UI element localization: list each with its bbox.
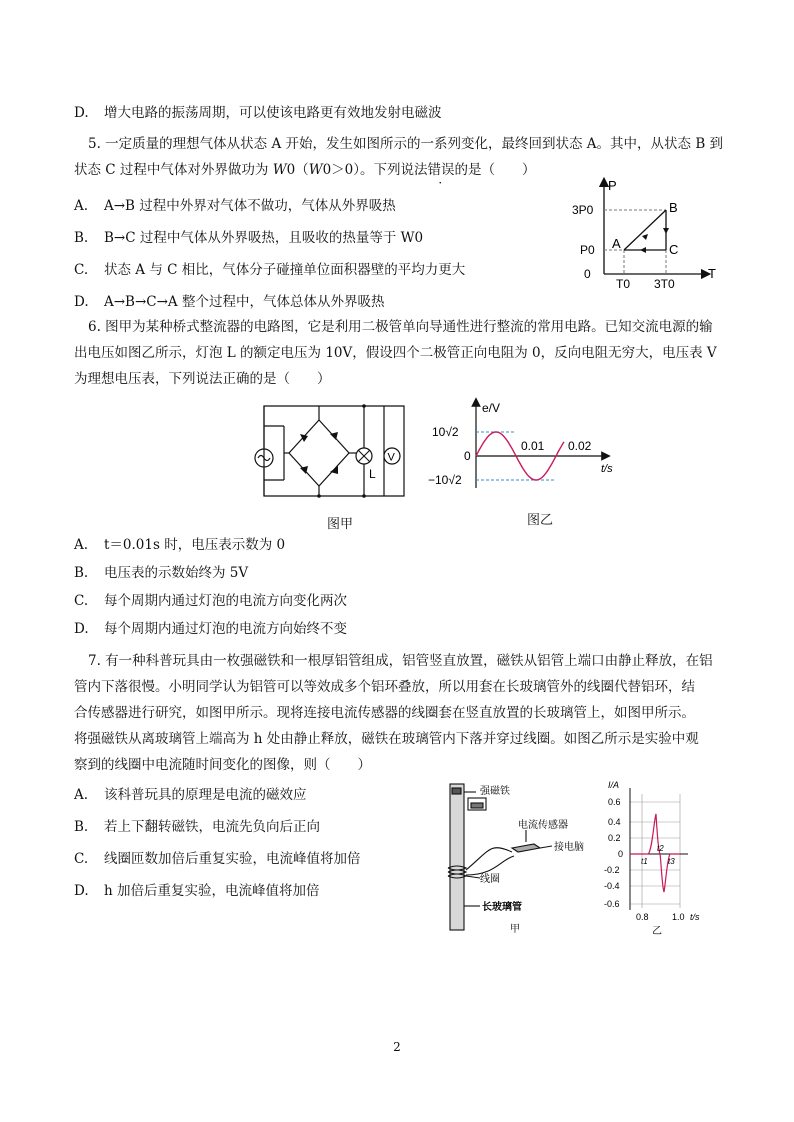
q6-stem-line2: 出电压如图乙所示，灯泡 L 的额定电压为 10V，假设四个二极管正向电阻为 0，反向电阻无穷大，电压表 V (74, 345, 717, 361)
svg-text:0.01: 0.01 (521, 439, 545, 453)
q6-option-b: B. 电压表的示数始终为 5V (74, 565, 249, 581)
arrow-icon (642, 234, 648, 240)
fig-a-caption: 图甲 (327, 517, 354, 532)
circuit-frame (264, 406, 404, 496)
q7-option-b: B. 若上下翻转磁铁，电流先负向后正向 (74, 819, 320, 835)
q5-option-d: D. A→B→C→A 整个过程中，气体总体从外界吸热 (74, 294, 385, 310)
svg-text:0.2: 0.2 (608, 833, 621, 843)
q5-option-b: B. B→C 过程中气体从外界吸热，且吸收的热量等于 W0 (74, 230, 424, 246)
ac-voltage-graph (426, 396, 622, 496)
svg-text:3T0: 3T0 (654, 277, 675, 291)
svg-text:e/V: e/V (482, 401, 501, 415)
svg-text:C: C (669, 242, 679, 257)
svg-text:t/s: t/s (601, 463, 613, 475)
svg-text:10√2: 10√2 (432, 425, 459, 439)
svg-text:接电脑: 接电脑 (554, 842, 584, 853)
svg-text:电流传感器: 电流传感器 (518, 820, 568, 831)
svg-text:t2: t2 (657, 844, 664, 853)
q7-stem-line5: 察到的线圈中电流随时间变化的图像，则（ ） (74, 757, 371, 773)
svg-text:1.0: 1.0 (672, 912, 685, 922)
svg-text:-0.4: -0.4 (604, 881, 620, 891)
q7-stem-line4: 将强磁铁从离玻璃管上端高为 h 处由静止释放，磁铁在玻璃管内下落并穿过线圈。如图乙所示是实验中观 (74, 731, 699, 747)
q5-option-c: C. 状态 A 与 C 相比，气体分子碰撞单位面积器壁的平均力更大 (74, 262, 466, 278)
arrow-icon (640, 247, 646, 253)
q7-stem-line2: 管内下落很慢。小明同学认为铝管可以等效成多个铝环叠放，所以用套在长玻璃管外的线圈代替铝环，结 (74, 679, 695, 695)
svg-text:-0.2: -0.2 (604, 865, 620, 875)
q7-option-c: C. 线圈匝数加倍后重复实验，电流峰值将加倍 (74, 851, 361, 867)
diode-icon (300, 434, 308, 442)
q6-option-c: C. 每个周期内通过灯泡的电流方向变化两次 (74, 593, 347, 609)
q6-option-a: A. t＝0.01s 时，电压表示数为 0 (74, 537, 286, 553)
svg-text:V: V (387, 451, 395, 464)
arrow-icon (663, 228, 669, 234)
svg-text:t1: t1 (641, 857, 648, 866)
emphasis-dots: 错误 (427, 162, 455, 178)
q7-option-a: A. 该科普玩具的原理是电流的磁效应 (74, 787, 307, 803)
svg-text:0.8: 0.8 (636, 912, 649, 922)
q7-option-d: D. h 加倍后重复实验，电流峰值将加倍 (74, 883, 320, 899)
svg-text:乙: 乙 (652, 926, 662, 937)
svg-text:0: 0 (618, 849, 624, 859)
q6-stem-line3: 为理想电压表，下列说法正确的是（ ） (74, 371, 331, 387)
svg-text:P0: P0 (580, 243, 595, 257)
q5-stem-line2: 状态 C 过程中气体对外界做功为 W0（W0＞0）。下列说法错误的是（ ） (74, 162, 536, 178)
q6-stem-line1: 6. 图甲为某种桥式整流器的电路图，它是利用二极管单向导通性进行整流的常用电路。已知交流电源的输 (88, 319, 713, 335)
page-number: 2 (393, 1040, 401, 1054)
svg-text:T: T (708, 266, 716, 281)
svg-text:长玻璃管: 长玻璃管 (482, 902, 522, 913)
svg-text:0: 0 (464, 449, 471, 463)
svg-text:强磁铁: 强磁铁 (480, 786, 510, 797)
svg-text:0: 0 (584, 267, 591, 281)
svg-text:0.6: 0.6 (608, 797, 621, 807)
svg-text:L: L (369, 467, 376, 481)
current-sensor-icon (512, 844, 540, 852)
diode-bridge (289, 420, 349, 486)
svg-text:0.4: 0.4 (608, 817, 621, 827)
svg-text:-0.6: -0.6 (604, 899, 620, 909)
svg-text:A: A (612, 236, 621, 251)
q7-current-graph (600, 780, 710, 940)
glass-tube (450, 784, 464, 930)
q5-stem-line1: 5. 一定质量的理想气体从状态 A 开始，发生如图所示的一系列变化，最终回到状态 A。其中，从状态 B 到 (88, 136, 724, 152)
q5-option-a: A. A→B 过程中外界对气体不做功，气体从外界吸热 (74, 198, 396, 214)
q4-option-d: D. 增大电路的振荡周期，可以使该电路更有效地发射电磁波 (74, 105, 442, 121)
q7-stem-line3: 合传感器进行研究，如图甲所示。现将连接电流传感器的线圈套在竖直放置的长玻璃管上，如图甲所示。 (74, 705, 695, 721)
fig-b-caption: 图乙 (527, 513, 554, 528)
q5-pt-graph (558, 174, 728, 294)
svg-text:3P0: 3P0 (572, 203, 594, 217)
magnet-icon (452, 788, 461, 794)
svg-text:P: P (608, 178, 617, 193)
svg-text:t/s: t/s (690, 912, 700, 922)
svg-text:0.02: 0.02 (568, 439, 592, 453)
path-a-b (624, 210, 666, 250)
q7-stem-line1: 7. 有一种科普玩具由一枚强磁铁和一根厚铝管组成，铝管竖直放置，磁铁从铝管上端口由静止释放，在铝 (88, 653, 713, 669)
svg-text:I/A: I/A (608, 780, 620, 790)
svg-text:线圈: 线圈 (480, 874, 500, 885)
svg-text:B: B (669, 200, 678, 215)
svg-text:−10√2: −10√2 (428, 473, 462, 487)
svg-text:甲: 甲 (510, 924, 520, 935)
svg-text:t3: t3 (668, 857, 675, 866)
svg-text:T0: T0 (616, 277, 631, 291)
current-curve (630, 814, 680, 892)
q6-option-d: D. 每个周期内通过灯泡的电流方向始终不变 (74, 621, 347, 637)
q7-apparatus-diagram (440, 780, 590, 940)
bridge-rectifier-circuit (244, 396, 414, 508)
